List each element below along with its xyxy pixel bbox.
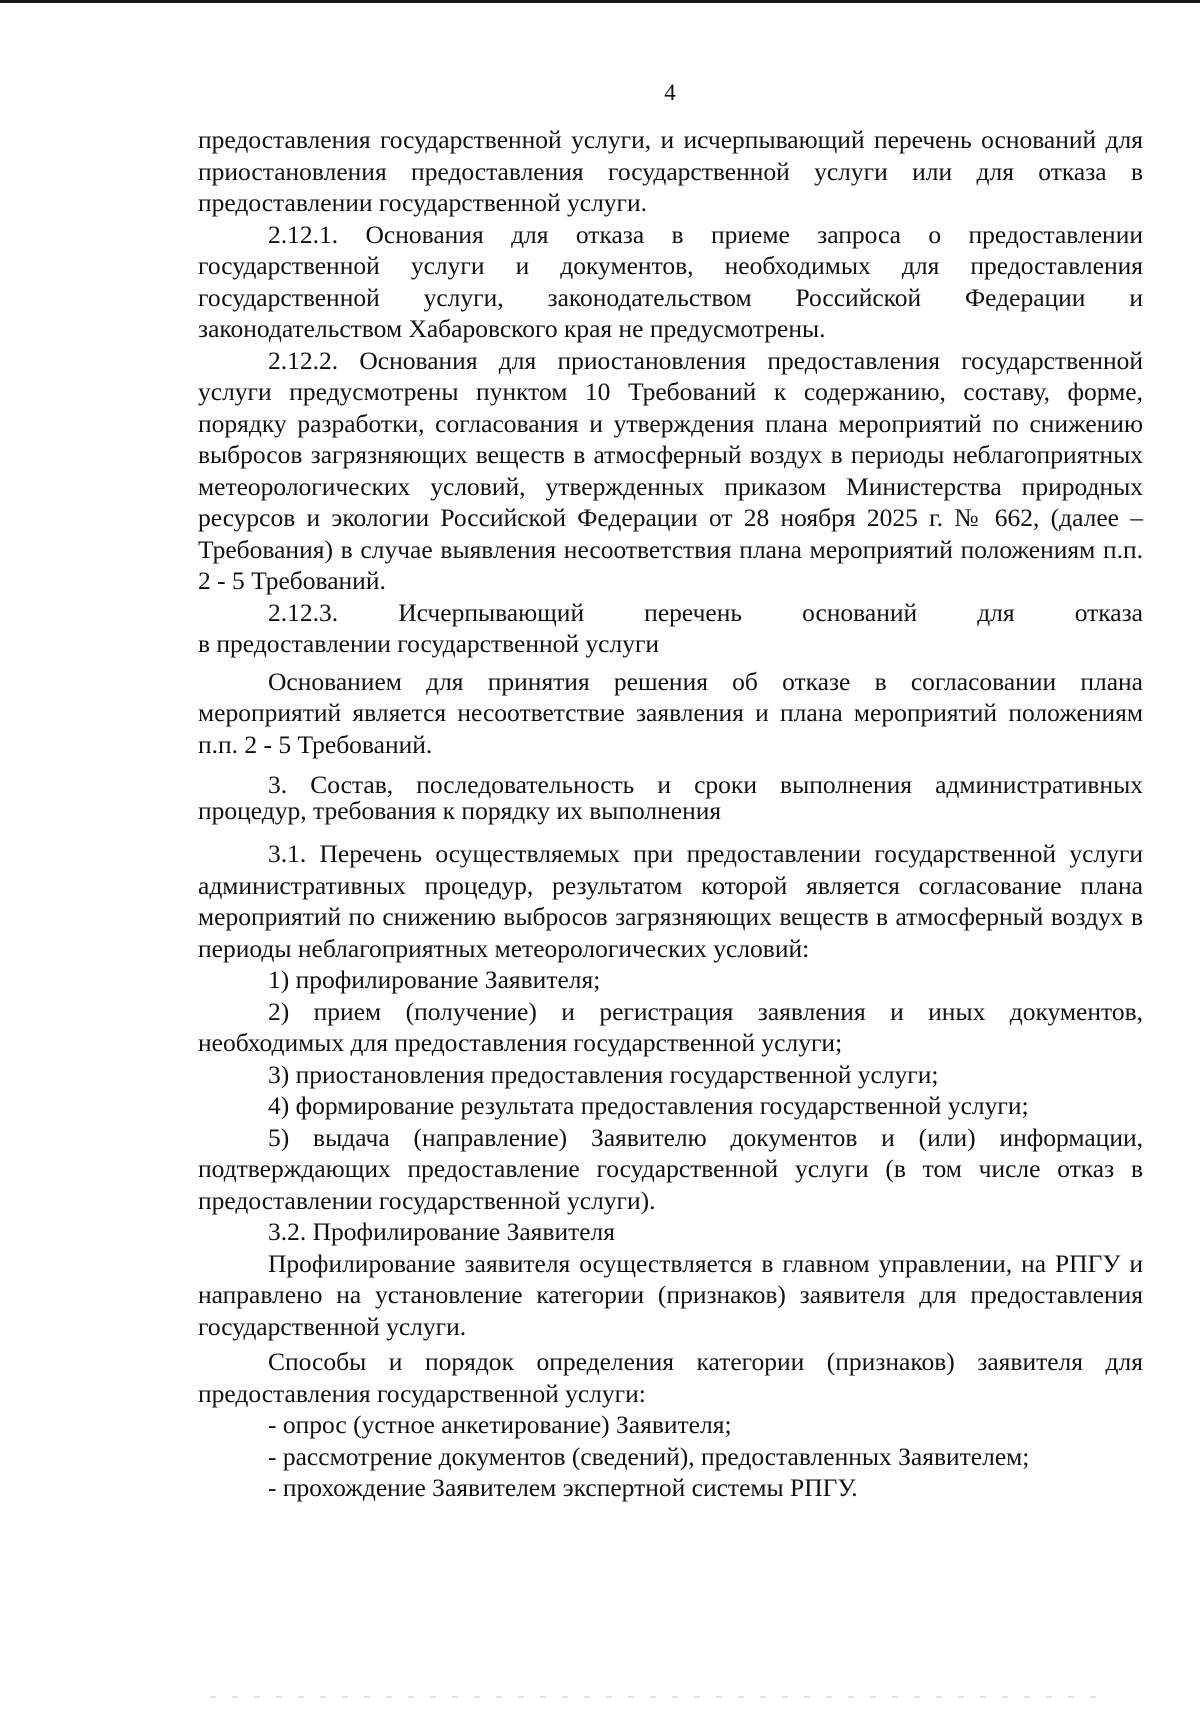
scan-top-border	[0, 0, 1200, 3]
list-item: 2) прием (получение) и регистрация заявления и иных документов, необходимых для предоставления государственной услуги;	[198, 996, 1143, 1057]
paragraph: Способы и порядок определения категории (признаков) заявителя для предоставления государственной услуги:	[198, 1347, 1143, 1408]
section-heading: 3. Состав, последовательность и сроки выполнения административных процедур, требования к порядку их выполнения	[198, 770, 1143, 825]
document-body	[198, 124, 1143, 1504]
paragraph: в предоставлении государственной услуги	[198, 629, 660, 658]
list-item: - рассмотрение документов (сведений), предоставленных Заявителем;	[268, 1441, 1030, 1471]
paragraph: 3.1. Перечень осуществляемых при предоставлении государственной услуги административных процедур, результатом которой является согласование плана мероприятий по снижению выбросов загрязняющих веществ в атмосферный воздух в периоды неблагоприятных метеорологических условий:	[198, 839, 1143, 963]
list-item: 5) выдача (направление) Заявителю документов и (или) информации, подтверждающих предоставление государственной услуги (в том числе отказ в предоставлении государственной услуги).	[198, 1122, 1143, 1215]
list-item: 4) формирование результата предоставления государственной услуги;	[268, 1091, 1029, 1120]
list-item: 1) профилирование Заявителя;	[268, 965, 601, 994]
paragraph: Основанием для принятия решения об отказе в согласовании плана мероприятий является несоответствие заявления и плана мероприятий положениям п.п. 2 - 5 Требований.	[198, 666, 1143, 759]
paragraph: предоставления государственной услуги, и исчерпывающий перечень оснований для приостановления предоставления государственной услуги или для отказа в предоставлении государственной услуги.	[198, 125, 1143, 217]
list-item: - прохождение Заявителем экспертной системы РПГУ.	[268, 1473, 858, 1502]
paragraph: Профилирование заявителя осуществляется в главном управлении, на РПГУ и направлено на установление категории (признаков) заявителя для предоставления государственной услуги.	[198, 1248, 1143, 1341]
subsection-heading: 3.2. Профилирование Заявителя	[268, 1217, 616, 1246]
paragraph: 2.12.3. Исчерпывающий перечень оснований для отказа	[268, 597, 1143, 627]
page-number: 4	[664, 80, 676, 105]
scan-bottom-noise	[210, 1696, 1110, 1698]
paragraph: 2.12.1. Основания для отказа в приеме запроса о предоставлении государственной услуги и документов, необходимых для предоставления государственной услуги, законодательством Российской Федерации и законодательством Хабаровского края не предусмотрены.	[198, 219, 1143, 343]
list-item: - опрос (устное анкетирование) Заявителя;	[268, 1410, 732, 1439]
paragraph: 2.12.2. Основания для приостановления предоставления государственной услуги предусмотрены пунктом 10 Требований к содержанию, составу, форме, порядку разработки, согласования и утверждения плана мероприятий по снижению выбросов загрязняющих веществ в атмосферный воздух в периоды неблагоприятных метеорологических условий, утвержденных приказом Министерства природных ресурсов и экологии Российской Федерации от 28 ноября 2025 г. № 662, (далее –Требования) в случае выявления несоответствия плана мероприятий положениям п.п. 2 - 5 Требований.	[198, 345, 1143, 595]
list-item: 3) приостановления предоставления государственной услуги;	[268, 1059, 939, 1089]
